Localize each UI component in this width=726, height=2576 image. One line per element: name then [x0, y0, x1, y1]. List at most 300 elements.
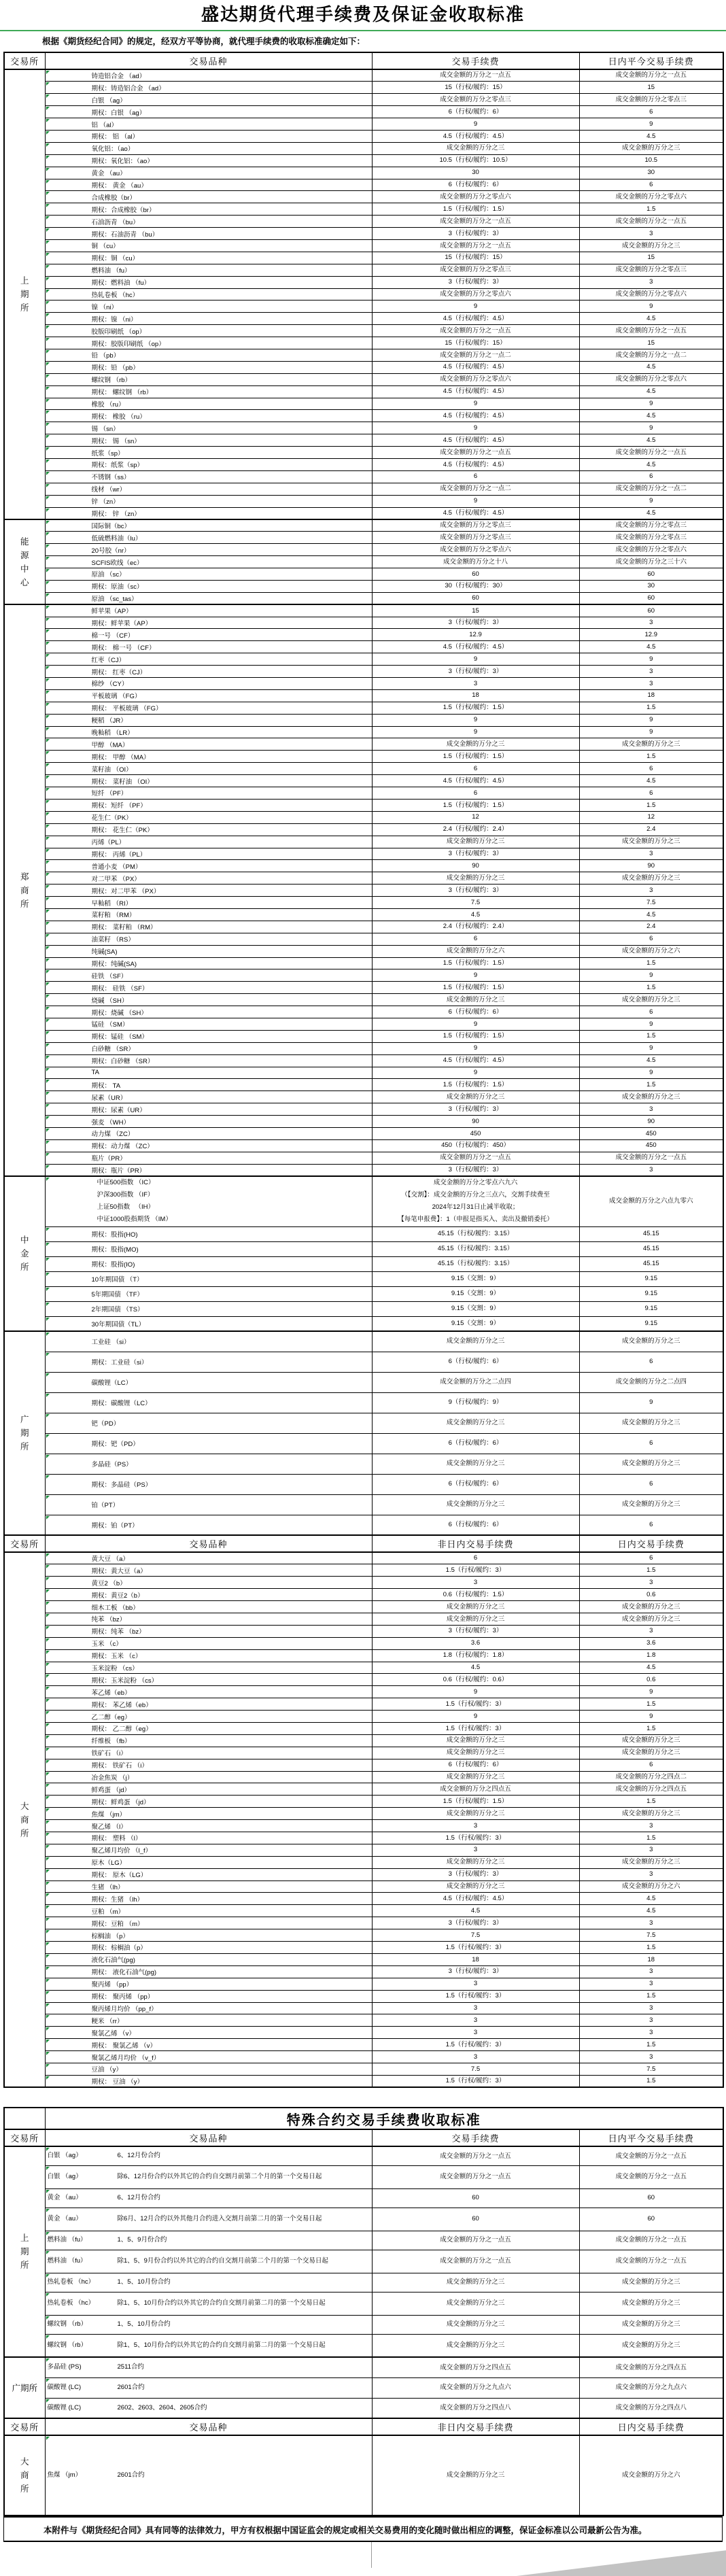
variety-cell: 期权：铸造铝合金 （ad）	[45, 82, 372, 94]
variety-cell: 期权： 螺纹钢 （rb）	[45, 385, 372, 398]
table-row	[4, 811, 723, 823]
fee-cell: 成交金额的万分之十八	[372, 556, 579, 568]
special-table-row	[4, 2188, 723, 2208]
legal-footer: 本附件与《期货经纪合同》具有同等的法律效力，甲方有权根据中国证监会的规定或相关交易费用的变化随时做出相应的调整，保证金标准以公司最新公告为准。	[3, 2516, 723, 2542]
fee-cell: 成交金额的万分之三	[372, 1454, 579, 1474]
variety-cell: 期权： 塑料 （l）	[45, 1832, 372, 1844]
table-row	[4, 617, 723, 629]
fee-cell: 4.5（行权/履约：4.5）	[372, 313, 579, 325]
exchange-section	[4, 1331, 723, 1535]
variety-cell: 豆粕 （m）	[45, 1905, 372, 1917]
table-row	[4, 1164, 723, 1176]
intraday-fee-cell: 成交金额的万分之零点六	[579, 373, 723, 385]
fee-cell: 2.4（行权/履约：2.4）	[372, 823, 579, 836]
variety-cell: 油菜籽 （RS）	[45, 933, 372, 945]
intraday-fee-cell: 2.4	[579, 823, 723, 836]
intraday-fee-cell: 7.5	[579, 1929, 723, 1942]
variety-cell: 玉米淀粉 （cs）	[45, 1662, 372, 1674]
table-row	[4, 239, 723, 252]
variety-cell: 菜籽粕 （RM）	[45, 908, 372, 921]
variety-cell: 期权： 乙二醇（eg）	[45, 1723, 372, 1735]
variety-cell: 纤维板 （fb）	[45, 1734, 372, 1747]
intraday-fee-cell: 成交金额的万分之三	[579, 1091, 723, 1103]
table-row	[4, 1176, 723, 1226]
variety-cell: 期权：氧化铝：（ao）	[45, 154, 372, 167]
exchange-section	[4, 2357, 723, 2418]
contract-name: 碳酸锂 (LC)	[47, 2384, 82, 2392]
fee-cell: 2.4（行权/履约：2.4）	[372, 921, 579, 933]
main-header-row	[4, 52, 723, 69]
intraday-fee-cell: 9.15	[579, 1271, 723, 1286]
special-fee-table	[3, 2107, 724, 2516]
intraday-fee-cell: 成交金额的万分之零点六	[579, 544, 723, 556]
page-title: 盛达期货代理手续费及保证金收取标准	[201, 5, 525, 25]
table-row	[4, 1494, 723, 1515]
fee-cell: 4.5（行权/履约：4.5）	[372, 410, 579, 422]
table-row	[4, 82, 723, 94]
contract-name: 黄金 （au）	[47, 2215, 82, 2223]
variety-cell: 期权： 橡胶 （ru）	[45, 410, 372, 422]
variety-cell: 期权： 红枣（CJ）	[45, 666, 372, 678]
intraday-fee-cell: 9	[579, 714, 723, 726]
special-header-row	[4, 2129, 723, 2146]
intraday-fee-cell: 成交金额的万分之三	[579, 1331, 723, 1352]
intraday-fee-cell: 0.6	[579, 1589, 723, 1601]
fee-cell: 9	[372, 398, 579, 410]
fee-cell: 10.5（行权/履约：10.5）	[372, 154, 579, 167]
intraday-fee-cell: 1.5	[579, 2039, 723, 2051]
variety-cell: 白银 （ag）	[45, 94, 372, 106]
table-row	[4, 373, 723, 385]
fee-cell: 18	[372, 1953, 579, 1965]
table-row	[4, 313, 723, 325]
special-title-row	[4, 2108, 723, 2129]
intraday-fee-cell: 9	[579, 1711, 723, 1723]
variety-cell: SCFIS欧线（ec）	[45, 556, 372, 568]
intraday-fee-cell: 成交金额的万分之一点五	[579, 1152, 723, 1164]
table-row	[4, 1352, 723, 1372]
table-row	[4, 276, 723, 288]
intraday-fee-cell: 成交金额的万分之三	[579, 872, 723, 885]
intraday-fee-cell: 3	[579, 1965, 723, 1978]
special-table-row	[4, 2250, 723, 2273]
variety-cell: 期权： 花生仁（PK）	[45, 823, 372, 836]
intraday-fee-cell: 9	[579, 398, 723, 410]
intraday-fee-cell: 1.5	[579, 957, 723, 969]
col-header-variety: 交易品种	[45, 52, 372, 69]
intraday-fee-cell: 3	[579, 2051, 723, 2063]
variety-cell	[45, 2146, 372, 2165]
fee-cell: 30（行权/履约：30）	[372, 580, 579, 592]
variety-cell: 不锈钢（ss）	[45, 470, 372, 483]
column-header: 非日内交易手续费	[372, 1535, 579, 1552]
fee-cell: 成交金额的万分之三	[372, 1331, 579, 1352]
intraday-fee-cell: 成交金额的万分之一点五	[579, 2250, 723, 2273]
intraday-fee-cell: 9	[579, 1042, 723, 1054]
intraday-fee-cell: 60	[579, 604, 723, 617]
fee-cell: 1.5（行权/履约：3）	[372, 1942, 579, 1954]
variety-cell: 期权：铂（PT）	[45, 1515, 372, 1535]
table-row	[4, 483, 723, 495]
intraday-fee-cell: 成交金额的万分之零点三	[579, 532, 723, 544]
variety-cell: 期权：鲜苹果（AP）	[45, 617, 372, 629]
intraday-fee-cell: 10.5	[579, 154, 723, 167]
intraday-fee-cell: 成交金额的万分之零点六	[579, 288, 723, 300]
fee-cell: 成交金额的万分之一点二	[372, 349, 579, 361]
fee-cell: 3	[372, 1820, 579, 1832]
contract-condition: 2601合约	[117, 2471, 145, 2479]
variety-cell: 粳米 （rr）	[45, 2014, 372, 2027]
variety-cell	[45, 2273, 372, 2292]
variety-cell: 期权：碳酸锂（LC）	[45, 1392, 372, 1413]
intraday-fee-cell: 成交金额的万分之零点三	[579, 94, 723, 106]
intraday-fee-cell: 成交金额的万分之三	[579, 2315, 723, 2334]
fee-cell: 60	[372, 568, 579, 581]
variety-cell: 聚氯乙烯 （v）	[45, 2027, 372, 2039]
intraday-fee-cell: 1.5	[579, 1796, 723, 1808]
fee-cell: 成交金额的万分之九点六	[372, 2377, 579, 2398]
intraday-fee-cell: 成交金额的万分之三	[579, 1856, 723, 1868]
table-row	[4, 653, 723, 666]
fee-cell: 9.15（交割：9）	[372, 1301, 579, 1316]
exchange-section	[4, 519, 723, 604]
intraday-fee-cell: 1.5	[579, 2075, 723, 2087]
table-row	[4, 1577, 723, 1589]
column-header: 交易品种	[45, 1535, 372, 1552]
variety-cell: 期权：尿素（UR）	[45, 1103, 372, 1116]
intraday-fee-cell: 成交金额的万分之三	[579, 1747, 723, 1759]
table-row	[4, 1783, 723, 1796]
table-row	[4, 1286, 723, 1301]
variety-cell: 期权： 菜籽油 （OI）	[45, 775, 372, 787]
table-row	[4, 1413, 723, 1433]
table-row	[4, 495, 723, 507]
table-row	[4, 69, 723, 82]
table-row	[4, 1392, 723, 1413]
intraday-fee-cell: 4.5	[579, 1054, 723, 1067]
intraday-fee-cell: 6	[579, 1433, 723, 1454]
variety-cell	[45, 2315, 372, 2334]
special-table-row	[4, 2146, 723, 2165]
variety-cell: 期权：棕榈油（p）	[45, 1942, 372, 1954]
intraday-fee-cell: 成交金额的万分之一点五	[579, 447, 723, 459]
fee-cell: 7.5	[372, 897, 579, 909]
intraday-fee-cell: 6	[579, 1006, 723, 1018]
variety-cell: 聚乙烯 （l）	[45, 1820, 372, 1832]
table-row	[4, 337, 723, 349]
table-row	[4, 1917, 723, 1929]
variety-cell: 期权： 锌 （zn）	[45, 507, 372, 519]
table-row	[4, 1067, 723, 1079]
intraday-fee-cell: 4.5	[579, 1905, 723, 1917]
variety-cell: 强麦 （WH）	[45, 1116, 372, 1128]
variety-cell	[45, 2165, 372, 2188]
table-row	[4, 398, 723, 410]
intraday-fee-cell: 1.5	[579, 1698, 723, 1711]
table-row	[4, 1929, 723, 1942]
variety-cell: 苯乙烯（eb）	[45, 1686, 372, 1698]
intraday-fee-cell: 成交金额的万分之三	[579, 994, 723, 1006]
variety-cell: 期权：烧碱 （SH）	[45, 1006, 372, 1018]
intraday-fee-cell: 3	[579, 1868, 723, 1881]
fee-cell: 1.5（行权/履约：1.5）	[372, 1079, 579, 1091]
table-row	[4, 288, 723, 300]
intraday-fee-cell: 9	[579, 1686, 723, 1698]
fee-cell: 12	[372, 811, 579, 823]
variety-cell: 豆油 （y）	[45, 2063, 372, 2075]
table-row	[4, 1030, 723, 1042]
variety-cell: 乙二醇（eg）	[45, 1711, 372, 1723]
table-row	[4, 1990, 723, 2002]
variety-cell: 低硫燃料油（lu）	[45, 532, 372, 544]
fee-cell: 成交金额的万分之零点六	[372, 288, 579, 300]
intraday-fee-cell: 3	[579, 1820, 723, 1832]
table-row	[4, 836, 723, 848]
variety-cell: 聚丙烯 （pp）	[45, 1978, 372, 1990]
variety-cell: 期权：对二甲苯 （PX）	[45, 885, 372, 897]
intraday-fee-cell: 3	[579, 1917, 723, 1929]
exchange-section	[4, 2146, 723, 2357]
table-row	[4, 933, 723, 945]
fee-cell: 450	[372, 1127, 579, 1139]
table-row	[4, 1103, 723, 1116]
variety-cell: 期权：短纤 （PF）	[45, 799, 372, 811]
table-row	[4, 1711, 723, 1723]
variety-cell: 期权：黄豆2（b）	[45, 1589, 372, 1601]
fee-cell: 3（行权/履约：3）	[372, 848, 579, 860]
column-header: 交易所	[4, 2418, 45, 2435]
contract-condition: 6、12月份合约	[117, 2194, 160, 2202]
table-row	[4, 1759, 723, 1771]
variety-cell: 期权： 棉一号 （CF）	[45, 641, 372, 653]
table-row	[4, 604, 723, 617]
intraday-fee-cell: 3	[579, 848, 723, 860]
table-row	[4, 1734, 723, 1747]
intraday-fee-cell: 450	[579, 1139, 723, 1152]
table-row	[4, 228, 723, 240]
table-row	[4, 1844, 723, 1856]
table-row	[4, 897, 723, 909]
fee-cell: 成交金额的万分之三	[372, 1734, 579, 1747]
intraday-fee-cell: 成交金额的万分之三	[579, 2273, 723, 2292]
fee-cell: 成交金额的万分之三	[372, 872, 579, 885]
fee-cell: 成交金额的万分之一点五	[372, 239, 579, 252]
intraday-fee-cell: 15	[579, 82, 723, 94]
table-row	[4, 969, 723, 982]
intraday-fee-cell: 4.5	[579, 459, 723, 471]
variety-cell: 期权： 硅铁 （SF）	[45, 982, 372, 994]
fee-cell: 9	[372, 1042, 579, 1054]
table-row	[4, 1091, 723, 1103]
variety-cell: 烧碱 （SH）	[45, 994, 372, 1006]
intraday-fee-cell: 成交金额的万分之一点五	[579, 2146, 723, 2165]
intraday-fee-cell: 3	[579, 666, 723, 678]
fee-cell: 9	[372, 118, 579, 131]
variety-cell: 普通小麦 （PM）	[45, 860, 372, 872]
fee-cell: 成交金额的万分之三	[372, 836, 579, 848]
variety-cell: 棉纱 （CY）	[45, 678, 372, 690]
variety-cell: 期权： 豆油 （y）	[45, 2075, 372, 2087]
variety-cell: 鲜鸡蛋 （jd）	[45, 1783, 372, 1796]
exchange-label: 广期所	[4, 2357, 45, 2418]
contract-condition: 1、5、9月份合约	[117, 2236, 167, 2244]
table-row	[4, 1893, 723, 1905]
intraday-fee-cell: 30	[579, 580, 723, 592]
variety-cell: 中证500指数 （IC） 沪深300指数 （IF） 上证50指数 （IH） 中证1000股指期货 （IM）	[45, 1176, 372, 1226]
fee-cell: 9	[372, 653, 579, 666]
variety-cell: 期权：铅 （pb）	[45, 361, 372, 373]
fee-cell: 1.5（行权/履约：1.5）	[372, 1030, 579, 1042]
table-row	[4, 738, 723, 751]
variety-cell: 玉米 （c）	[45, 1637, 372, 1649]
intraday-fee-cell: 成交金额的万分之一点二	[579, 483, 723, 495]
table-row	[4, 1589, 723, 1601]
fee-cell: 15（行权/履约：15）	[372, 252, 579, 264]
exchange-section	[4, 1552, 723, 2087]
variety-cell: 多晶硅（PS）	[45, 1454, 372, 1474]
repeated-header-row	[4, 2418, 723, 2435]
variety-cell: 原木（LG）	[45, 1856, 372, 1868]
variety-cell: 早籼稻 （RI）	[45, 897, 372, 909]
intraday-fee-cell: 成交金额的万分之一点五	[579, 325, 723, 337]
table-row	[4, 1856, 723, 1868]
table-row	[4, 1054, 723, 1067]
variety-cell: 石油沥青 （bu）	[45, 216, 372, 228]
fee-cell: 9.15（交割：9）	[372, 1316, 579, 1331]
variety-cell: 聚丙烯月均价 （pp_f）	[45, 2002, 372, 2014]
fee-cell: 成交金额的万分之三	[372, 1494, 579, 1515]
intraday-fee-cell: 成交金额的万分之三	[579, 1808, 723, 1820]
fee-cell: 成交金额的万分之三	[372, 994, 579, 1006]
variety-cell: 铸造铝合金 （ad）	[45, 69, 372, 82]
intraday-fee-cell: 60	[579, 568, 723, 581]
variety-cell: 锡 （sn）	[45, 422, 372, 434]
table-row	[4, 385, 723, 398]
contract-name: 碳酸锂 (LC)	[47, 2403, 82, 2411]
intraday-fee-cell: 成交金额的万分之零点三	[579, 264, 723, 276]
fee-cell: 9（行权/履约：9）	[372, 1392, 579, 1413]
table-row	[4, 1226, 723, 1241]
fee-cell: 1.5（行权/履约：3）	[372, 2039, 579, 2051]
fee-cell: 90	[372, 1116, 579, 1128]
table-row	[4, 507, 723, 519]
fee-cell: 1.5（行权/履约：3）	[372, 1990, 579, 2002]
intraday-fee-cell: 4.5	[579, 361, 723, 373]
table-row	[4, 1649, 723, 1662]
table-row	[4, 641, 723, 653]
variety-cell: 花生仁（PK）	[45, 811, 372, 823]
table-row	[4, 1637, 723, 1649]
fee-cell: 成交金额的万分之三	[372, 1747, 579, 1759]
fee-cell: 3（行权/履约：3）	[372, 617, 579, 629]
intraday-fee-cell: 9	[579, 969, 723, 982]
intraday-fee-cell: 45.15	[579, 1256, 723, 1271]
table-row	[4, 982, 723, 994]
fee-cell: 6（行权/履约：6）	[372, 1006, 579, 1018]
table-row	[4, 2051, 723, 2063]
intraday-fee-cell: 9	[579, 653, 723, 666]
variety-cell	[45, 2250, 372, 2273]
table-row	[4, 1601, 723, 1613]
fee-cell: 成交金额的万分之三	[372, 1601, 579, 1613]
exchange-label: 郑 商 所	[4, 604, 45, 1176]
table-gap	[0, 2088, 726, 2107]
intraday-fee-cell: 成交金额的万分之三	[579, 239, 723, 252]
table-row	[4, 1625, 723, 1637]
contract-name: 白银 （ag）	[47, 2173, 82, 2181]
variety-cell: 丙烯（PL）	[45, 836, 372, 848]
fee-cell: 3（行权/履约：3）	[372, 885, 579, 897]
table-row	[4, 1454, 723, 1474]
variety-cell: 期权：股指(IO)	[45, 1256, 372, 1271]
intraday-fee-cell: 成交金额的万分之四点五	[579, 1783, 723, 1796]
table-row	[4, 1271, 723, 1286]
variety-cell: 平板玻璃 （FG）	[45, 689, 372, 702]
intraday-fee-cell: 4.5	[579, 410, 723, 422]
variety-cell: 锌 （zn）	[45, 495, 372, 507]
table-row	[4, 1042, 723, 1054]
intraday-fee-cell: 1.5	[579, 203, 723, 216]
fee-cell: 3（行权/履约：3）	[372, 1917, 579, 1929]
intraday-fee-cell: 7.5	[579, 2063, 723, 2075]
table-row	[4, 860, 723, 872]
fee-cell: 1.5（行权/履约：1.5）	[372, 957, 579, 969]
variety-cell: 期权：白银 （ag）	[45, 106, 372, 118]
intraday-fee-cell: 9	[579, 300, 723, 313]
fee-cell: 成交金额的万分之一点五	[372, 216, 579, 228]
fee-cell: 3（行权/履约：3）	[372, 1164, 579, 1176]
variety-cell: 期权：股指(MO)	[45, 1241, 372, 1256]
table-row	[4, 994, 723, 1006]
table-row	[4, 519, 723, 532]
table-row	[4, 1372, 723, 1392]
fee-cell: 9	[372, 1711, 579, 1723]
fee-cell: 4.5（行权/履约：4.5）	[372, 434, 579, 447]
exchange-section	[4, 1176, 723, 1331]
variety-cell: 棉一号 （CF）	[45, 629, 372, 641]
intraday-fee-cell: 6	[579, 470, 723, 483]
table-row	[4, 1256, 723, 1271]
table-row	[4, 2075, 723, 2087]
fee-cell: 6（行权/履约：6）	[372, 179, 579, 191]
agreement-note: 根据《期货经纪合同》的规定，经双方平等协商，就代理手续费的收取标准确定如下：	[42, 36, 366, 46]
intraday-fee-cell: 3.6	[579, 1637, 723, 1649]
variety-cell: 铁矿石 （i）	[45, 1747, 372, 1759]
variety-cell: 纯苯 （bz）	[45, 1613, 372, 1626]
fee-cell: 成交金额的万分之三	[372, 1091, 579, 1103]
fee-cell: 成交金额的万分之四点八	[372, 2398, 579, 2418]
intraday-fee-cell: 1.5	[579, 702, 723, 714]
fee-cell: 成交金额的万分之三	[372, 2334, 579, 2357]
special-title-spacer	[4, 2108, 45, 2129]
contract-name: 多晶硅 (PS)	[47, 2363, 82, 2371]
fee-cell: 1.5（行权/履约：1.5）	[372, 751, 579, 763]
intraday-fee-cell: 9	[579, 495, 723, 507]
fee-cell: 60	[372, 2188, 579, 2208]
variety-cell: 期权： 聚丙烯 （pp）	[45, 1990, 372, 2002]
col-header-intraday: 日内平今交易手续费	[579, 52, 723, 69]
table-row	[4, 1674, 723, 1686]
fee-cell: 成交金额的万分之四点五	[372, 1783, 579, 1796]
table-row	[4, 908, 723, 921]
variety-cell	[45, 2398, 372, 2418]
table-row	[4, 1771, 723, 1783]
contract-name: 热轧卷板 （hc）	[47, 2278, 95, 2286]
intraday-fee-cell: 7.5	[579, 897, 723, 909]
variety-cell: 短纤 （PF）	[45, 787, 372, 800]
fee-cell: 4.5（行权/履约：4.5）	[372, 130, 579, 142]
table-row	[4, 544, 723, 556]
